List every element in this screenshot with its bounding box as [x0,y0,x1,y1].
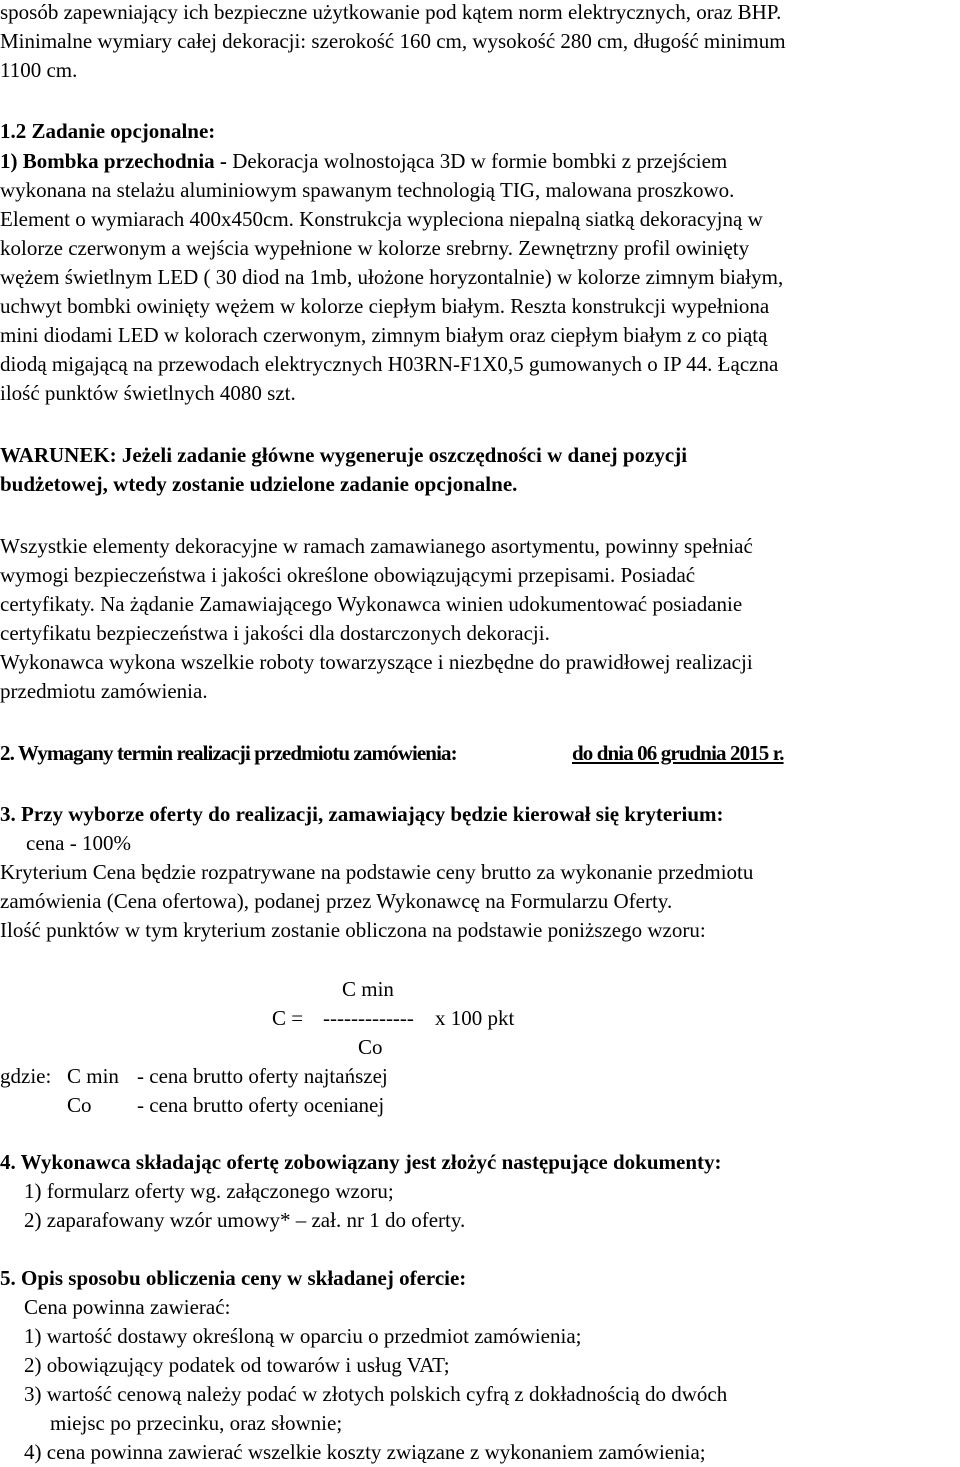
section5-item-2: 2) obowiązujący podatek od towarów i usług VAT; [24,1353,450,1377]
formula-def-symbol-2: Co [67,1093,92,1117]
general-line-5: Wykonawca wykona wszelkie roboty towarzyszące i niezbędne do prawidłowej realizacji [0,650,753,674]
optional-heading: 1.2 Zadanie opcjonalne: [0,119,216,143]
warning-line-2: budżetowej, wtedy zostanie udzielone zadanie opcjonalne. [0,472,518,496]
section4-heading: 4. Wykonawca składając ofertę zobowiązany jest złożyć następujące dokumenty: [0,1150,722,1174]
section4-item-2: 2) zaparafowany wzór umowy* – zał. nr 1 do oferty. [24,1208,466,1232]
formula-where-label: gdzie: [0,1064,52,1088]
section5-item-1: 1) wartość dostawy określoną w oparciu o przedmiot zamówienia; [24,1324,582,1348]
intro-line-1: sposób zapewniający ich bezpieczne użytkowanie pod kątem norm elektrycznych, oraz BHP. [0,0,782,24]
section3-line-2: zamówienia (Cena ofertowa), podanej przez Wykonawcę na Formularzu Oferty. [0,889,673,913]
optional-line-7: mini diodami LED w kolorach czerwonym, zimnym białym oraz ciepłym białym z co piątą [0,323,768,347]
general-line-4: certyfikatu bezpieczeństwa i jakości dla dostarczonych dekoracji. [0,621,550,645]
section5-item-3-cont: miejsc po przecinku, oraz słownie; [50,1411,343,1435]
formula-denominator: Co [358,1035,383,1059]
section3-criterion: cena - 100% [26,831,131,855]
formula-def-text-1: - cena brutto oferty najtańszej [137,1064,388,1088]
optional-line-3: Element o wymiarach 400x450cm. Konstrukcja wypleciona niepalną siatką dekoracyjną w [0,207,763,231]
section5-item-4: 4) cena powinna zawierać wszelkie koszty związane z wykonaniem zamówienia; [24,1440,706,1464]
formula-bar: ------------- [323,1006,414,1030]
general-line-2: wymogi bezpieczeństwa i jakości określone obowiązującymi przepisami. Posiadać [0,563,696,587]
optional-item-label: 1) Bombka przechodnia - [0,149,227,173]
section3-line-3: Ilość punktów w tym kryterium zostanie obliczona na podstawie poniższego wzoru: [0,918,706,942]
section5-item-3: 3) wartość cenową należy podać w złotych polskich cyfrą z dokładnością do dwóch [24,1382,728,1406]
optional-line-2: wykonana na stelażu aluminiowym spawanym technologią TIG, malowana proszkowo. [0,178,735,202]
general-line-3: certyfikaty. Na żądanie Zamawiającego Wykonawca winien udokumentować posiadanie [0,592,743,616]
optional-line-1 [0,147,727,176]
section3-line-1: Kryterium Cena będzie rozpatrywane na podstawie ceny brutto za wykonanie przedmiotu [0,860,754,884]
optional-item-text: Dekoracja wolnostojąca 3D w formie bombki z przejściem [226,149,728,173]
formula-numerator: C min [342,977,394,1001]
section5-intro: Cena powinna zawierać: [24,1295,231,1319]
formula-lhs: C = [272,1006,304,1030]
optional-line-8: diodą migającą na przewodach elektrycznych H03RN-F1X0,5 gumowanych o IP 44. Łączna [0,352,779,376]
optional-line-5: wężem świetlnym LED ( 30 diod na 1mb, ułożone horyzontalnie) w kolorze zimnym białym, [0,265,784,289]
formula-def-symbol-1: C min [67,1064,119,1088]
section3-heading: 3. Przy wyborze oferty do realizacji, zamawiający będzie kierował się kryterium: [0,802,724,826]
warning-line-1: WARUNEK: Jeżeli zadanie główne wygeneruje oszczędności w danej pozycji [0,443,688,467]
formula-rhs: x 100 pkt [435,1006,515,1030]
optional-line-4: kolorze czerwonym a wejścia wypełnione w kolorze srebrny. Zewnętrzny profil owinięty [0,236,750,260]
general-line-1: Wszystkie elementy dekoracyjne w ramach zamawianego asortymentu, powinny spełniać [0,534,753,558]
general-line-6: przedmiotu zamówienia. [0,679,208,703]
section2-deadline: do dnia 06 grudnia 2015 r. [572,741,784,765]
optional-line-6: uchwyt bombki owinięty wężem w kolorze ciepłym białym. Reszta konstrukcji wypełniona [0,294,770,318]
section5-heading: 5. Opis sposobu obliczenia ceny w składanej ofercie: [0,1266,467,1290]
optional-line-9: ilość punktów świetlnych 4080 szt. [0,381,296,405]
formula-def-text-2: - cena brutto oferty ocenianej [137,1093,385,1117]
section4-item-1: 1) formularz oferty wg. załączonego wzoru; [24,1179,394,1203]
section2-label: 2. Wymagany termin realizacji przedmiotu zamówienia: [0,741,457,765]
intro-line-2: Minimalne wymiary całej dekoracji: szerokość 160 cm, wysokość 280 cm, długość minimum [0,29,786,53]
intro-line-3: 1100 cm. [0,58,78,82]
